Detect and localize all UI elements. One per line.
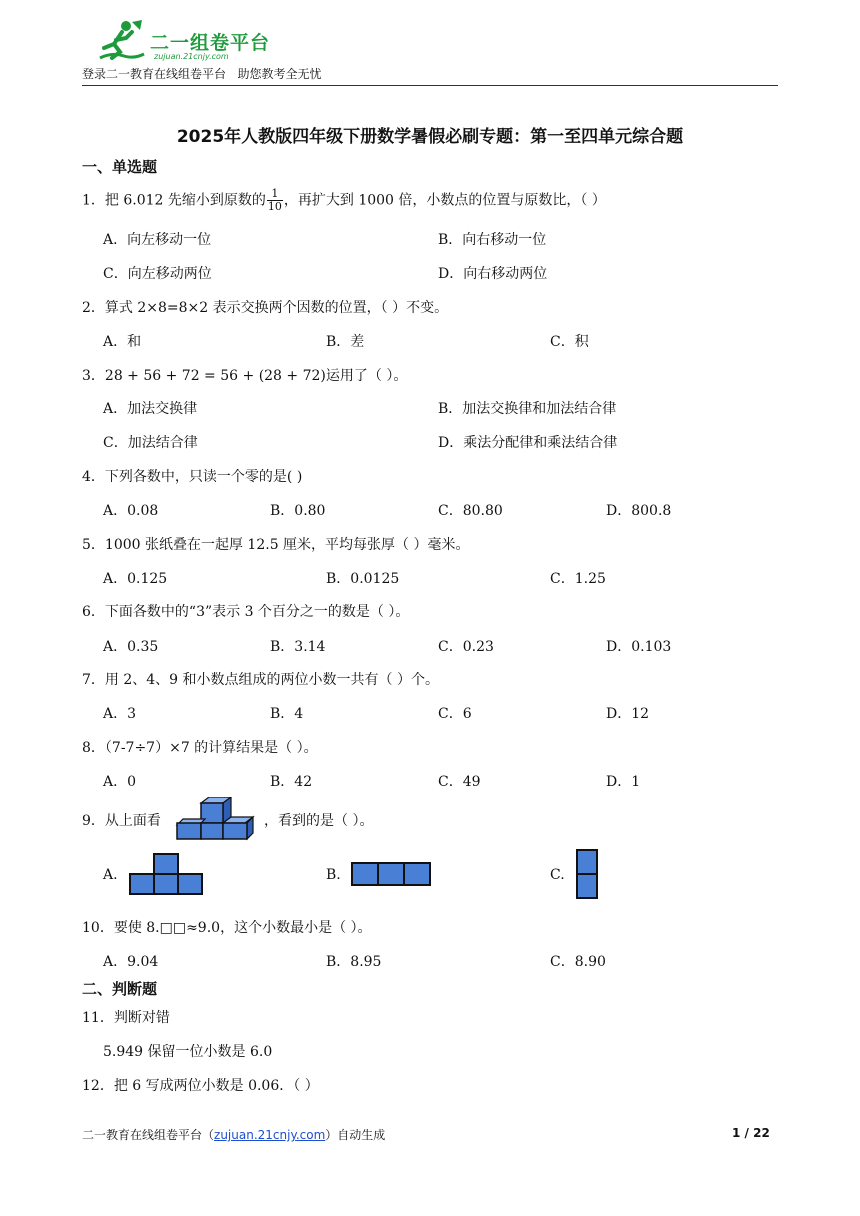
q1-option-c[interactable]: C．向左移动两位: [103, 266, 212, 282]
q10-option-c[interactable]: C．8.90: [550, 954, 606, 970]
question-1: [82, 188, 606, 213]
page-title: 2025年人教版四年级下册数学暑假必刷专题：第一至四单元综合题: [176, 127, 684, 147]
footer-link[interactable]: zujuan.21cnjy.com: [214, 1128, 326, 1142]
question-7: 7．用 2、4、9 和小数点组成的两位小数一共有（ ）个。: [82, 672, 439, 688]
q6-option-d[interactable]: D．0.103: [606, 639, 672, 655]
footer-text-b: ）自动生成: [325, 1128, 386, 1142]
q8-option-b[interactable]: B．42: [270, 774, 313, 790]
question-2: 2．算式 2×8=8×2 表示交换两个因数的位置，（ ）不变。: [82, 300, 449, 316]
q5-option-b[interactable]: B．0.0125: [326, 571, 400, 587]
q3-option-b[interactable]: B．加法交换律和加法结合律: [438, 401, 617, 417]
q4-option-c[interactable]: C．80.80: [438, 503, 503, 519]
q3-option-d[interactable]: D．乘法分配律和乘法结合律: [438, 435, 618, 451]
q2-option-c[interactable]: C．积: [550, 334, 589, 350]
fraction-one-tenth: [267, 188, 283, 213]
q4-option-d[interactable]: D．800.8: [606, 503, 672, 519]
q7-option-c[interactable]: C．6: [438, 706, 472, 722]
fraction-denominator: 10: [267, 200, 282, 213]
running-figure-icon: [92, 18, 148, 64]
question-12: 12．把 6 写成两位小数是 0.06．（ ）: [82, 1078, 319, 1094]
question-10: 10．要使 8.□□≈9.0，这个小数最小是（ ）。: [82, 920, 372, 936]
q2-option-a[interactable]: A．和: [103, 334, 142, 350]
logo-subtext: zujuan.21cnjy.com: [154, 52, 229, 61]
q8-option-c[interactable]: C．49: [438, 774, 481, 790]
site-logo[interactable]: [92, 18, 282, 64]
question-11: 11．判断对错: [82, 1010, 170, 1026]
q2-option-b[interactable]: B．差: [326, 334, 365, 350]
q9-option-c[interactable]: C.: [550, 867, 565, 883]
footer-text-a: 二一教育在线组卷平台（: [82, 1128, 215, 1142]
q6-option-c[interactable]: C．0.23: [438, 639, 494, 655]
logo-text: 二一组卷平台: [150, 32, 271, 54]
question-3: 3．28 + 56 + 72 = 56 + (28 + 72)运用了（ ）。: [82, 368, 408, 384]
section-heading-judge: 二、判断题: [82, 980, 158, 998]
question-8: 8．（7-7÷7）×7 的计算结果是（ ）。: [82, 740, 318, 756]
q1-option-d[interactable]: D．向右移动两位: [438, 266, 548, 282]
q7-option-d[interactable]: D．12: [606, 706, 650, 722]
question-9-stem-b: ，看到的是（ ）。: [264, 813, 374, 829]
question-4: 4．下列各数中，只读一个零的是( ): [82, 469, 303, 485]
cube-stack-figure: [175, 797, 259, 841]
header-tagline: 登录二一教育在线组卷平台 助您教考全无忧: [82, 67, 322, 81]
q9-option-b-figure[interactable]: [350, 861, 432, 887]
question-9-stem-a: 9．从上面看: [82, 813, 161, 829]
page-number: 1 / 22: [732, 1126, 770, 1140]
q4-option-b[interactable]: B．0.80: [270, 503, 326, 519]
q5-option-c[interactable]: C．1.25: [550, 571, 606, 587]
q7-option-a[interactable]: A．3: [103, 706, 137, 722]
q1-option-b[interactable]: B．向右移动一位: [438, 232, 547, 248]
q9-option-b[interactable]: B.: [326, 867, 341, 883]
q6-option-b[interactable]: B．3.14: [270, 639, 326, 655]
q8-option-d[interactable]: D．1: [606, 774, 641, 790]
q3-option-a[interactable]: A．加法交换律: [103, 401, 198, 417]
q10-option-b[interactable]: B．8.95: [326, 954, 382, 970]
header-divider: [82, 85, 778, 86]
q9-option-a[interactable]: A.: [103, 867, 118, 883]
q8-option-a[interactable]: A．0: [103, 774, 137, 790]
q10-option-a[interactable]: A．9.04: [103, 954, 159, 970]
section-heading-single-choice: 一、单选题: [82, 158, 158, 176]
fraction-numerator: 1: [267, 188, 283, 201]
question-1-stem-b: ，再扩大到 1000 倍，小数点的位置与原数比，（ ）: [283, 192, 606, 209]
q9-option-c-figure[interactable]: [575, 848, 599, 900]
q1-option-a[interactable]: A．向左移动一位: [103, 232, 212, 248]
footer-source: [82, 1126, 385, 1143]
question-5: 5．1000 张纸叠在一起厚 12.5 厘米，平均每张厚（ ）毫米。: [82, 537, 470, 553]
question-6: 6．下面各数中的“3”表示 3 个百分之一的数是（ ）。: [82, 604, 410, 620]
q5-option-a[interactable]: A．0.125: [103, 571, 168, 587]
question-1-stem-a: 1．把 6.012 先缩小到原数的: [82, 192, 266, 209]
q4-option-a[interactable]: A．0.08: [103, 503, 159, 519]
q6-option-a[interactable]: A．0.35: [103, 639, 159, 655]
q3-option-c[interactable]: C．加法结合律: [103, 435, 198, 451]
q7-option-b[interactable]: B．4: [270, 706, 304, 722]
q9-option-a-figure[interactable]: [128, 852, 204, 896]
question-11-body: 5.949 保留一位小数是 6.0: [103, 1044, 273, 1060]
